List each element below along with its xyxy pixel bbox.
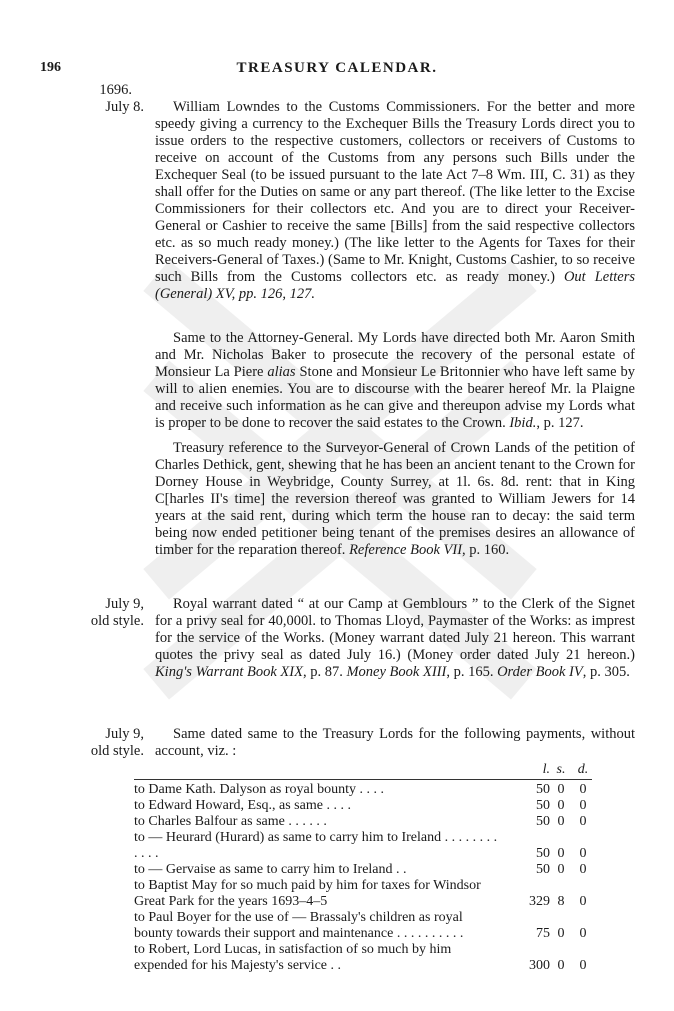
column-pence: d. <box>577 762 589 777</box>
payment-description: to Paul Boyer for the use of — Brassaly's children as royal bounty towards their support and maintenance . . . . . . . . . . <box>134 910 464 941</box>
payment-row <box>134 862 594 878</box>
style-label: old style. <box>90 743 144 759</box>
payment-pounds: 329 <box>529 894 550 909</box>
payments-table <box>134 762 594 778</box>
citation: Money Book XIII <box>346 664 447 680</box>
payment-pence: 0 <box>579 894 587 909</box>
year-label: 1696. <box>99 82 132 98</box>
payment-pence: 0 <box>579 958 587 973</box>
payment-shillings: 0 <box>557 926 565 941</box>
entry-1-margin <box>40 82 144 116</box>
entry-4-margin <box>40 596 144 630</box>
table-rule <box>134 779 592 780</box>
citation: Order Book IV <box>497 664 583 680</box>
payment-pence: 0 <box>579 862 587 877</box>
date-label: July 8. <box>105 99 144 115</box>
citation: Out Letters (General) XV, pp. 126, 127. <box>155 269 635 302</box>
payment-shillings: 0 <box>557 862 565 877</box>
payment-row <box>134 814 594 830</box>
entry-2-text: Same to the Attorney-General. My Lords have directed both Mr. Aaron Smith and Mr. Nicholas Baker to prosecute the recovery of the personal estate of Monsieur La Piere alias Stone and Monsieur Le Britonnier who have left same by will to alien enemies. You are to discourse with the bearer hereof Mr. la Plaigne and receive such information as he can give and thereupon advise my Lords what is proper to be done to recover the said estates to the Crown. Ibid., p. 127. <box>155 330 635 431</box>
payment-shillings: 0 <box>557 814 565 829</box>
date-label: July 9, <box>105 596 144 612</box>
payment-shillings: 8 <box>557 894 565 909</box>
page-header <box>40 52 634 74</box>
date-label: July 9, <box>105 726 144 742</box>
payment-pounds: 300 <box>529 958 550 973</box>
style-label: old style. <box>90 613 144 629</box>
payment-pounds: 50 <box>536 814 550 829</box>
column-shillings: s. <box>556 762 566 777</box>
payment-description: to Baptist May for so much paid by him for taxes for Windsor Great Park for the years 1693–4–5 <box>134 878 481 909</box>
column-pounds: l. <box>542 762 550 777</box>
entry-5-text: Same dated same to the Treasury Lords for the following payments, without account, viz. : <box>155 726 635 759</box>
payment-row <box>134 878 594 910</box>
citation: King's Warrant Book XIX <box>155 664 303 680</box>
payment-shillings: 0 <box>557 782 565 797</box>
payment-shillings: 0 <box>557 958 565 973</box>
payment-shillings: 0 <box>557 846 565 861</box>
citation: Ibid. <box>509 415 537 431</box>
column-header-row <box>134 762 594 778</box>
page-number: 196 <box>40 60 61 75</box>
payment-row <box>134 798 594 814</box>
payment-description: to — Heurard (Hurard) as same to carry him to Ireland . . . . . . . . . . . . <box>134 830 498 861</box>
payment-pence: 0 <box>579 814 587 829</box>
payment-pence: 0 <box>579 846 587 861</box>
payment-description: to Dame Kath. Dalyson as royal bounty . . . . <box>134 782 385 797</box>
payment-pounds: 50 <box>536 846 550 861</box>
payment-row <box>134 910 594 942</box>
payment-pounds: 50 <box>536 798 550 813</box>
entry-5-margin <box>40 726 144 760</box>
payment-pounds: 50 <box>536 862 550 877</box>
payment-description: to Charles Balfour as same . . . . . . <box>134 814 327 829</box>
payment-row <box>134 830 594 862</box>
payments-rows <box>134 782 594 974</box>
entry-1-text: William Lowndes to the Customs Commissioners. For the better and more speedy giving a currency to the Exchequer Bills the Treasury Lords direct you to issue orders to the respective customers, collectors or receivers of Customs to receive on account of the Customs from any persons such Bills under the Exchequer Seal (to be issued pursuant to the late Act 7–8 Wm. III, C. 31) as they shall offer for the Duties on same or any part thereof. (The like letter to the Excise Commissioners for their collectors etc. And you are to direct your Receiver-General or Cashier to receive the same [Bills] from the said respective collectors etc. as so much ready money.) (The like letter to the Agents for Taxes for their Receivers-General of Taxes.) (Same to Mr. Knight, Customs Cashier, to so receive such Bills from the Customs collectors etc. as ready money.) Out Letters (General) XV, pp. 126, 127. <box>155 99 635 302</box>
payment-pounds: 75 <box>536 926 550 941</box>
payment-shillings: 0 <box>557 798 565 813</box>
payment-pence: 0 <box>579 798 587 813</box>
payment-pounds: 50 <box>536 782 550 797</box>
payment-description: to Edward Howard, Esq., as same . . . . <box>134 798 351 813</box>
entry-3-text: Treasury reference to the Surveyor-General of Crown Lands of the petition of Charles Dethick, gent, shewing that he has been an ancient tenant to the Crown for Dorney House in Weybridge, County Surrey, at 1l. 6s. 8d. rent: that in King C[harles II's time] the reversion thereof was granted to William Jewers for 14 years at the said rent, during which term the house ran to decay: the said term being now ended petitioner being tenant of the premises desires an allowance of timber for the reparation thereof. Reference Book VII, p. 160. <box>155 440 635 558</box>
payment-row <box>134 782 594 798</box>
payment-pence: 0 <box>579 782 587 797</box>
payment-description: to Robert, Lord Lucas, in satisfaction of so much by him expended for his Majesty's service . . <box>134 942 452 973</box>
entry-4-text: Royal warrant dated “ at our Camp at Gemblours ” to the Clerk of the Signet for a privy seal for 40,000l. to Thomas Lloyd, Paymaster of the Works: as imprest for the service of the Works. (Money warrant dated July 21 hereon. This warrant quotes the privy seal as dated July 16.) (Money order dated July 21 hereon.) King's Warrant Book XIX, p. 87. Money Book XIII, p. 165. Order Book IV, p. 305. <box>155 596 635 680</box>
payment-pence: 0 <box>579 926 587 941</box>
payment-row <box>134 942 594 974</box>
running-title: TREASURY CALENDAR. <box>236 60 438 76</box>
citation: Reference Book VII <box>349 542 463 558</box>
payment-description: to — Gervaise as same to carry him to Ireland . . <box>134 862 407 877</box>
